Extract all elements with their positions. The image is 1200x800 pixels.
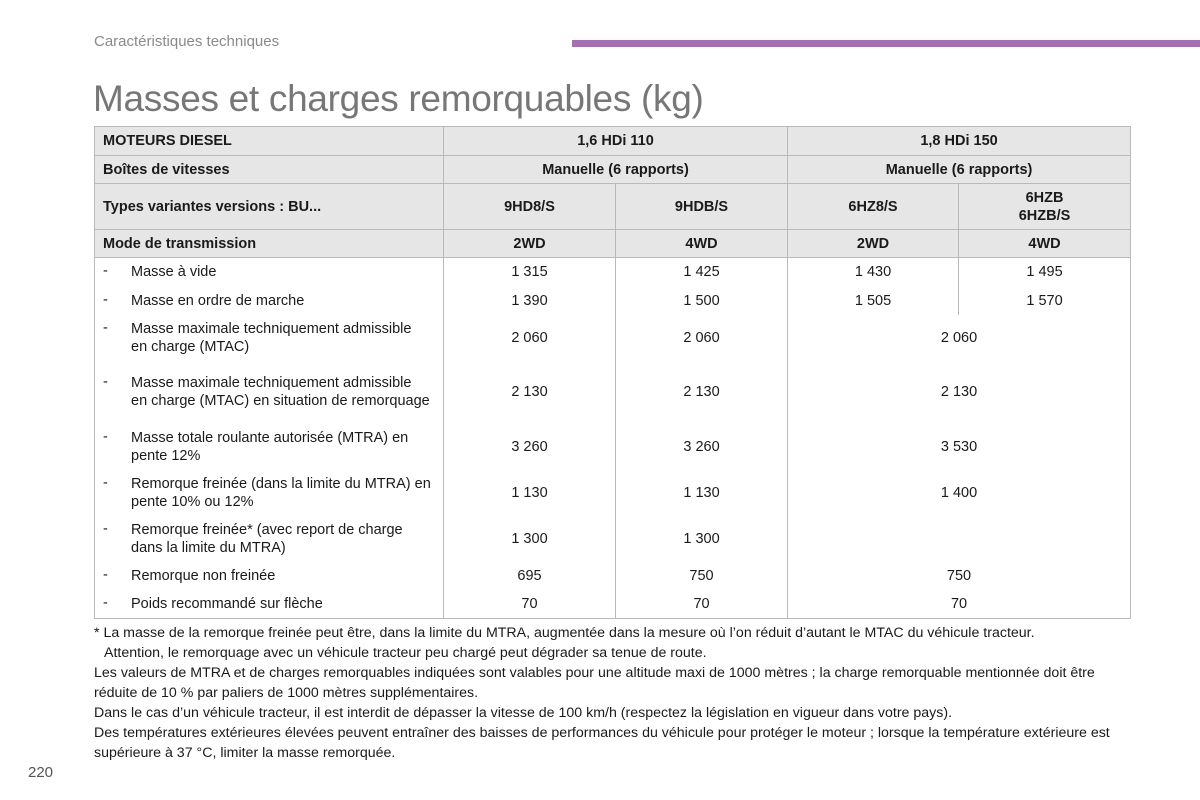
cell: 2 060: [444, 315, 616, 361]
cell: [788, 516, 1131, 562]
row-label-text: Masse à vide: [131, 264, 217, 281]
row-label: [95, 562, 444, 590]
page-number: 220: [28, 764, 54, 781]
cell: 2 060: [616, 315, 788, 361]
row-label: [95, 424, 444, 470]
engine-header-label: MOTEURS DIESEL: [95, 127, 444, 156]
cell: 1 130: [444, 470, 616, 516]
cell: 2 130: [616, 361, 788, 424]
row-label-text: Masse maximale techniquement admissible en charge (MTAC): [131, 320, 412, 355]
cell: 2 130: [788, 361, 1131, 424]
row-label-text: Masse en ordre de marche: [131, 292, 305, 309]
note-altitude: Les valeurs de MTRA et de charges remorquables indiquées sont valables pour une altitude maxi de 1000 mètres ; la charge remorquable mentionnée doit être réduite de 10 % par paliers de 1000 mètres supplémentaires.: [94, 665, 1095, 701]
gearbox-label: Boîtes de vitesses: [95, 156, 444, 184]
table-row: [95, 516, 1131, 562]
footnotes: [94, 623, 1134, 763]
gearbox-b: Manuelle (6 rapports): [788, 156, 1131, 184]
cell: 70: [616, 590, 788, 619]
page-title: Masses et charges remorquables (kg): [93, 78, 704, 119]
row-label-text: Remorque non freinée: [131, 567, 276, 584]
cell: 2 060: [788, 315, 1131, 361]
table-row: [95, 562, 1131, 590]
dash: -: [103, 319, 108, 336]
table-row: [95, 424, 1131, 470]
row-label: [95, 287, 444, 315]
cell: 1 500: [616, 287, 788, 315]
type-c4: [959, 184, 1131, 230]
transmission-row: [95, 230, 1131, 258]
cell: 1 300: [444, 516, 616, 562]
types-label: Types variantes versions : BU...: [95, 184, 444, 230]
row-label: [95, 361, 444, 424]
dash: -: [103, 291, 108, 308]
cell: 695: [444, 562, 616, 590]
table-row: [95, 361, 1131, 424]
types-row: [95, 184, 1131, 230]
dash: -: [103, 594, 108, 611]
type-c4-line1: 6HZB: [1025, 189, 1064, 206]
cell: 1 430: [788, 258, 959, 287]
cell: 1 315: [444, 258, 616, 287]
cell: 1 390: [444, 287, 616, 315]
engine-a: 1,6 HDi 110: [444, 127, 788, 156]
dash: -: [103, 566, 108, 583]
note-temperature: Des températures extérieures élevées peuvent entraîner des baisses de performances du véhicule pour protéger le moteur ; lorsque la température extérieure est supérieure à 37 °C, limiter la masse remorquée.: [94, 725, 1110, 761]
type-c2: 9HDB/S: [616, 184, 788, 230]
row-label-text: Masse maximale techniquement admissible en charge (MTAC) en situation de remorquage: [131, 375, 430, 409]
table-row: [95, 258, 1131, 287]
dash: -: [103, 374, 108, 390]
cell: 1 570: [959, 287, 1131, 315]
cell: 1 495: [959, 258, 1131, 287]
trans-c3: 2WD: [788, 230, 959, 258]
row-label: [95, 590, 444, 619]
engine-b: 1,8 HDi 150: [788, 127, 1131, 156]
engine-row: [95, 127, 1131, 156]
accent-bar: [572, 40, 1200, 47]
type-c1: 9HD8/S: [444, 184, 616, 230]
dash: -: [103, 428, 108, 445]
cell: 70: [788, 590, 1131, 619]
cell: 1 130: [616, 470, 788, 516]
footnote-asterisk: * La masse de la remorque freinée peut être, dans la limite du MTRA, augmentée dans la mesure où l’on réduit d’autant le MTAC du véhicule tracteur.: [94, 625, 1035, 641]
cell: 3 530: [788, 424, 1131, 470]
trans-c2: 4WD: [616, 230, 788, 258]
cell: 750: [788, 562, 1131, 590]
footnote-warning: Attention, le remorquage avec un véhicule tracteur peu chargé peut dégrader sa tenue de route.: [104, 645, 707, 661]
cell: 3 260: [616, 424, 788, 470]
cell: 2 130: [444, 361, 616, 424]
section-label: Caractéristiques techniques: [94, 33, 280, 50]
trans-c4: 4WD: [959, 230, 1131, 258]
row-label: [95, 470, 444, 516]
row-label: [95, 315, 444, 361]
row-label-text: Poids recommandé sur flèche: [131, 595, 323, 612]
cell: 3 260: [444, 424, 616, 470]
cell: 1 300: [616, 516, 788, 562]
cell: 1 400: [788, 470, 1131, 516]
cell: 750: [616, 562, 788, 590]
transmission-label: Mode de transmission: [95, 230, 444, 258]
table-row: [95, 470, 1131, 516]
table-row: [95, 287, 1131, 315]
row-label-text: Remorque freinée* (avec report de charge dans la limite du MTRA): [131, 521, 403, 556]
dash: -: [103, 263, 108, 280]
gearbox-a: Manuelle (6 rapports): [444, 156, 788, 184]
row-label: [95, 258, 444, 287]
row-label-text: Masse totale roulante autorisée (MTRA) en pente 12%: [131, 429, 409, 464]
spec-table: [94, 126, 1131, 619]
type-c4-line2: 6HZB/S: [1018, 207, 1071, 224]
cell: 1 425: [616, 258, 788, 287]
dash: -: [103, 520, 108, 537]
note-speed: Dans le cas d’un véhicule tracteur, il est interdit de dépasser la vitesse de 100 km/h (respectez la législation en vigueur dans votre pays).: [94, 705, 953, 721]
trans-c1: 2WD: [444, 230, 616, 258]
table-row: [95, 315, 1131, 361]
gearbox-row: [95, 156, 1131, 184]
dash: -: [103, 474, 108, 491]
row-label: [95, 516, 444, 562]
table-row: [95, 590, 1131, 619]
cell: 1 505: [788, 287, 959, 315]
cell: 70: [444, 590, 616, 619]
type-c3: 6HZ8/S: [788, 184, 959, 230]
row-label-text: Remorque freinée (dans la limite du MTRA) en pente 10% ou 12%: [131, 475, 431, 510]
